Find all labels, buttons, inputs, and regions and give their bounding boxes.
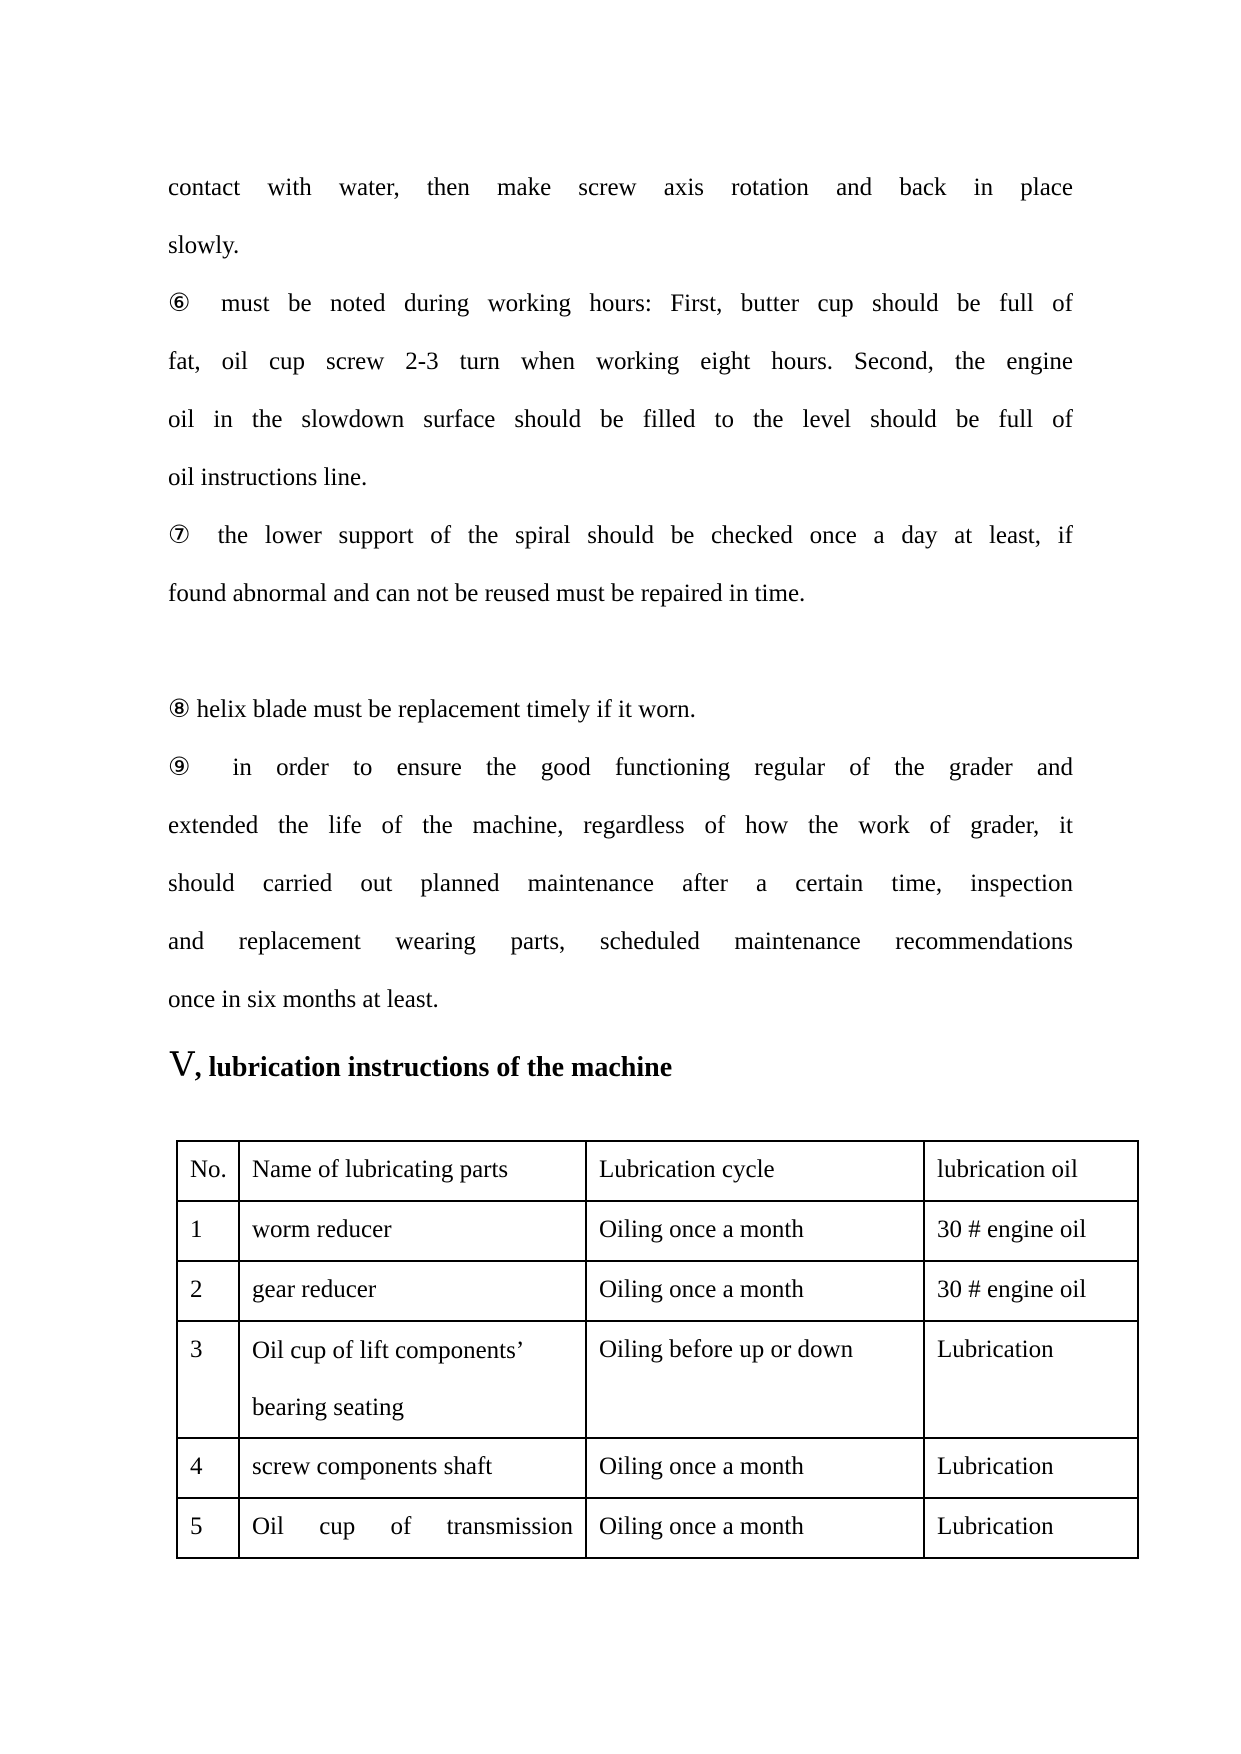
text-line: and replacement wearing parts, scheduled maintenance recommendations: [168, 928, 1073, 955]
text-line: oil instructions line.: [168, 464, 368, 491]
table-row: [177, 1498, 1138, 1558]
text-line: oil in the slowdown surface should be filled to the level should be full of: [168, 406, 1073, 433]
section-numeral: Ⅴ: [170, 1047, 195, 1084]
section-heading: [170, 1036, 1075, 1096]
text-line: found abnormal and can not be reused must be repaired in time.: [168, 580, 806, 607]
cell-cycle: Oiling before up or down: [586, 1321, 924, 1438]
section-title: , lubrication instructions of the machine: [194, 1052, 673, 1083]
text-line: fat, oil cup screw 2-3 turn when working eight hours. Second, the engine: [168, 348, 1073, 375]
cell-oil: 30 # engine oil: [924, 1261, 1138, 1321]
cell-oil: 30 # engine oil: [924, 1201, 1138, 1261]
text-line: ⑨ in order to ensure the good functioning regular of the grader and: [168, 754, 1073, 781]
table-header-row: [177, 1141, 1138, 1201]
table-row: [177, 1261, 1138, 1321]
header-cell-oil: lubrication oil: [924, 1141, 1138, 1201]
text-line: ⑧ helix blade must be replacement timely if it worn.: [168, 696, 696, 723]
text-line: should carried out planned maintenance after a certain time, inspection: [168, 870, 1073, 897]
cell-name-line: bearing seating: [252, 1394, 405, 1421]
header-cell-name: Name of lubricating parts: [239, 1141, 586, 1201]
cell-cycle: Oiling once a month: [586, 1201, 924, 1261]
table-row: [177, 1438, 1138, 1498]
cell-no: 5: [177, 1498, 239, 1558]
cell-cycle: Oiling once a month: [586, 1438, 924, 1498]
cell-cycle: Oiling once a month: [586, 1498, 924, 1558]
text-line: slowly.: [168, 232, 240, 259]
cell-name: Oil cup of transmission: [239, 1498, 586, 1558]
text-line: ⑦ the lower support of the spiral should be checked once a day at least, if: [168, 522, 1073, 549]
cell-no: 1: [177, 1201, 239, 1261]
cell-name-line: Oil cup of lift components’: [252, 1337, 525, 1364]
body-text: [168, 159, 1073, 1029]
cell-oil: Lubrication: [924, 1438, 1138, 1498]
cell-oil: Lubrication: [924, 1498, 1138, 1558]
cell-name: gear reducer: [239, 1261, 586, 1321]
cell-name: [239, 1321, 586, 1438]
text-line: ⑥ must be noted during working hours: First, butter cup should be full of: [168, 290, 1073, 317]
header-cell-cycle: Lubrication cycle: [586, 1141, 924, 1201]
cell-no: 3: [177, 1321, 239, 1438]
cell-name: screw components shaft: [239, 1438, 586, 1498]
cell-no: 2: [177, 1261, 239, 1321]
cell-name: worm reducer: [239, 1201, 586, 1261]
text-line: contact with water, then make screw axis rotation and back in place: [168, 174, 1073, 201]
cell-no: 4: [177, 1438, 239, 1498]
text-line: once in six months at least.: [168, 986, 439, 1013]
cell-oil: Lubrication: [924, 1321, 1138, 1438]
lubrication-table: [176, 1140, 1139, 1559]
cell-cycle: Oiling once a month: [586, 1261, 924, 1321]
header-cell-no: No.: [177, 1141, 239, 1201]
table-row: [177, 1321, 1138, 1438]
text-line: extended the life of the machine, regardless of how the work of grader, it: [168, 812, 1073, 839]
blank-line: [168, 623, 1073, 681]
table-row: [177, 1201, 1138, 1261]
